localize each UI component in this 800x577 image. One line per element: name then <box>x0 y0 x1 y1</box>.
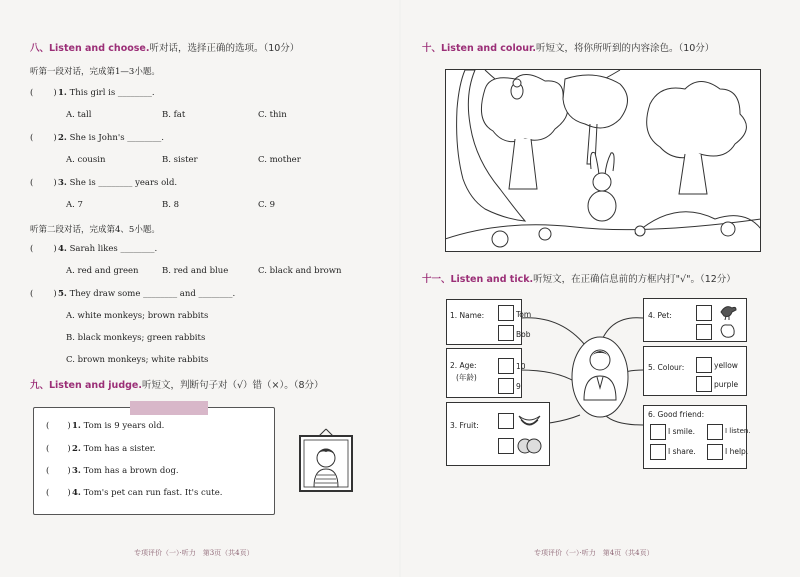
boy-portrait-icon <box>298 427 354 493</box>
answer-paren-3[interactable]: ( ) <box>30 178 57 188</box>
q2-option-b[interactable]: B. sister <box>162 155 198 165</box>
age-label: 2. Age: <box>450 361 477 370</box>
left-footer: 专项评价（一）·听力 第3页（共4页） <box>134 549 254 557</box>
age-option-9: 9 <box>516 382 521 391</box>
pet-dog-checkbox[interactable] <box>696 324 712 340</box>
q1-option-a[interactable]: A. tall <box>66 110 92 120</box>
friend-help-checkbox[interactable] <box>707 444 723 460</box>
q5-option-c[interactable]: C. brown monkeys; white rabbits <box>66 355 209 365</box>
friend-option-help: I help. <box>725 447 749 456</box>
name-tom-checkbox[interactable] <box>498 305 514 321</box>
section-11-heading <box>422 271 736 285</box>
question-3: 3. She is ________ years old. <box>58 178 178 188</box>
q1-option-b[interactable]: B. fat <box>162 110 186 120</box>
right-footer: 专项评价（一）·听力 第4页（共4页） <box>534 549 654 557</box>
colour-purple-checkbox[interactable] <box>696 376 712 392</box>
answer-paren-2[interactable]: ( ) <box>30 133 57 143</box>
question-4: 4. Sarah likes ________. <box>58 244 158 254</box>
q3-option-b[interactable]: B. 8 <box>162 200 180 210</box>
judge-banner <box>130 401 208 415</box>
q4-option-c[interactable]: C. black and brown <box>258 266 342 276</box>
section-11-title: 十一、Listen and tick. <box>422 274 534 285</box>
friend-listen-checkbox[interactable] <box>707 424 723 440</box>
section-10-title-cn: 听短文，将你所听到的内容涂色。（10分） <box>535 43 715 54</box>
bird-icon <box>511 79 523 99</box>
judge-paren-1[interactable]: ( ) <box>46 421 71 431</box>
age-option-10: 10 <box>516 362 526 371</box>
q4-option-b[interactable]: B. red and blue <box>162 266 229 276</box>
section-9-title: 九、Listen and judge. <box>30 380 142 391</box>
friend-smile-checkbox[interactable] <box>650 424 666 440</box>
section-8-title: 八、Listen and choose. <box>30 43 150 54</box>
apples-icon <box>516 434 542 456</box>
q5-option-a[interactable]: A. white monkeys; brown rabbits <box>66 311 209 321</box>
boy-portrait-icon <box>580 344 620 404</box>
judge-item-1: 1. Tom is 9 years old. <box>72 421 165 431</box>
dog-icon <box>718 322 738 340</box>
section-8-heading <box>30 40 299 54</box>
friend-option-share: I share. <box>668 447 696 456</box>
pet-bird-checkbox[interactable] <box>696 305 712 321</box>
friend-option-smile: I smile. <box>668 427 695 436</box>
colouring-picture[interactable] <box>445 69 761 252</box>
section-9-heading <box>30 377 324 391</box>
question-5: 5. They draw some ________ and ________. <box>58 289 236 299</box>
name-bob-checkbox[interactable] <box>498 325 514 341</box>
judge-item-3: 3. Tom has a brown dog. <box>72 466 179 476</box>
judge-paren-4[interactable]: ( ) <box>46 488 71 498</box>
q1-option-c[interactable]: C. thin <box>258 110 287 120</box>
answer-paren-4[interactable]: ( ) <box>30 244 57 254</box>
judge-item-4: 4. Tom's pet can run fast. It's cute. <box>72 488 223 498</box>
answer-paren-5[interactable]: ( ) <box>30 289 57 299</box>
part-1-instruction: 听第一段对话，完成第1—3小题。 <box>30 67 160 77</box>
section-10-title: 十、Listen and colour. <box>422 43 536 54</box>
part-2-instruction: 听第二段对话，完成第4、5小题。 <box>30 225 160 235</box>
fruit-label: 3. Fruit: <box>450 421 479 430</box>
judge-paren-3[interactable]: ( ) <box>46 466 71 476</box>
q2-option-c[interactable]: C. mother <box>258 155 301 165</box>
fruit-bananas-checkbox[interactable] <box>498 413 514 429</box>
section-11-title-cn: 听短文，在正确信息前的方框内打"√"。（12分） <box>533 274 736 285</box>
answer-paren-1[interactable]: ( ) <box>30 88 57 98</box>
q5-option-b[interactable]: B. black monkeys; green rabbits <box>66 333 206 343</box>
pet-label: 4. Pet: <box>648 311 672 320</box>
question-1: 1. This girl is ________. <box>58 88 155 98</box>
age-sub-label: (年龄) <box>456 373 477 382</box>
q3-option-a[interactable]: A. 7 <box>66 200 83 210</box>
friend-label: 6. Good friend: <box>648 410 705 419</box>
section-8-title-cn: 听对话，选择正确的选项。（10分） <box>149 43 300 54</box>
section-10-heading <box>422 40 714 54</box>
name-label: 1. Name: <box>450 311 485 320</box>
bird-pet-icon <box>718 302 738 320</box>
question-2: 2. She is John's ________. <box>58 133 164 143</box>
friend-option-listen: I listen. <box>725 427 751 435</box>
fruit-apples-checkbox[interactable] <box>498 438 514 454</box>
name-option-bob: Bob <box>516 330 531 339</box>
colour-option-yellow: yellow <box>714 361 738 370</box>
q3-option-c[interactable]: C. 9 <box>258 200 276 210</box>
section-9-title-cn: 听短文，判断句子对（√）错（×）。（8分） <box>141 380 324 391</box>
age-10-checkbox[interactable] <box>498 358 514 374</box>
q4-option-a[interactable]: A. red and green <box>66 266 139 276</box>
judge-item-2: 2. Tom has a sister. <box>72 444 156 454</box>
colour-label: 5. Colour: <box>648 363 685 372</box>
age-9-checkbox[interactable] <box>498 378 514 394</box>
judge-paren-2[interactable]: ( ) <box>46 444 71 454</box>
friend-share-checkbox[interactable] <box>650 444 666 460</box>
name-option-tom: Tom <box>516 310 532 319</box>
q2-option-a[interactable]: A. cousin <box>66 155 106 165</box>
colour-yellow-checkbox[interactable] <box>696 357 712 373</box>
colour-option-purple: purple <box>714 380 739 389</box>
right-page <box>400 0 800 577</box>
bananas-icon <box>516 410 542 432</box>
